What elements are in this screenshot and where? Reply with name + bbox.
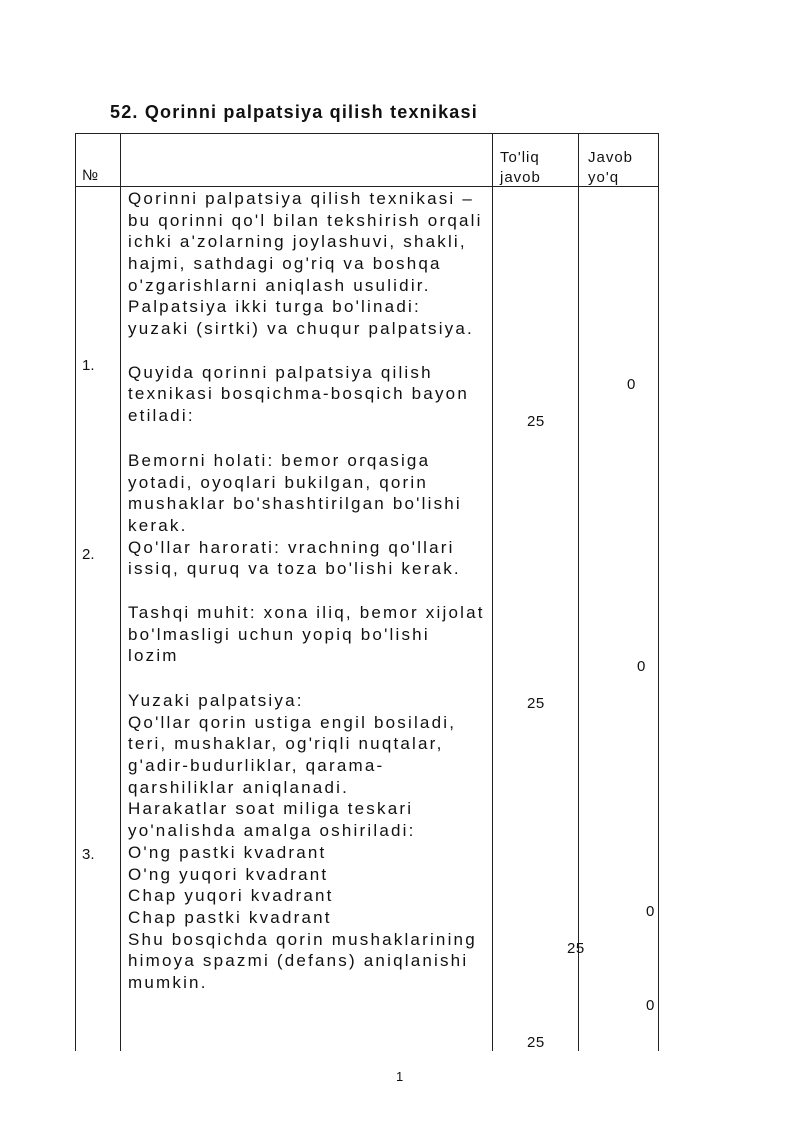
row3-line: yo'nalishda amalga oshiriladi: — [128, 821, 416, 841]
row1-line: etiladi: — [128, 405, 195, 425]
row3-line: Shu bosqichda qorin mushaklarining — [128, 929, 477, 949]
table-border-col3 — [578, 133, 579, 1051]
row2-line: kerak. — [128, 516, 188, 536]
table-border-top — [75, 133, 659, 134]
row3-line: himoya spazmi (defans) aniqlanishi — [128, 951, 469, 971]
header-no-answer-line2: yo'q — [588, 169, 620, 186]
row3-line: teri, mushaklar, og'riqli nuqtalar, — [128, 734, 444, 754]
header-no-answer-line1: Javob — [588, 149, 634, 166]
row1-line: ichki a'zolarning joylashuvi, shakli, — [128, 232, 467, 252]
row2-line: Bemorni holati: bemor orqasiga — [128, 451, 431, 470]
header-full-answer — [500, 148, 541, 188]
row1-line: Palpatsiya ikki turga bo'linadi: — [128, 297, 421, 317]
row2-full-score: 25 — [527, 695, 545, 712]
row-text-1 — [128, 188, 568, 427]
row3-line: Chap pastki kvadrant — [128, 907, 332, 927]
row3-line: Harakatlar soat miliga teskari — [128, 799, 414, 819]
extra-full-score: 25 — [527, 1034, 545, 1051]
row2-line: bo'lmasligi uchun yopiq bo'lishi — [128, 624, 430, 644]
header-number: № — [82, 167, 100, 184]
row2-line: Tashqi muhit: xona iliq, bemor xijolat — [128, 602, 485, 622]
table-border-col1 — [120, 133, 121, 1051]
row1-full-score: 25 — [527, 413, 545, 430]
page-title: 52. Qorinni palpatsiya qilish texnikasi — [110, 102, 478, 122]
table-border-right — [658, 133, 659, 1051]
row1-line: Qorinni palpatsiya qilish texnikasi – — [128, 189, 474, 208]
row1-line: bu qorinni qo'l bilan tekshirish orqali — [128, 210, 483, 230]
row1-line: yuzaki (sirtki) va chuqur palpatsiya. — [128, 319, 474, 339]
row-number-1: 1. — [82, 357, 95, 374]
row3-line: Chap yuqori kvadrant — [128, 886, 334, 906]
row3-line: O'ng pastki kvadrant — [128, 842, 327, 862]
header-full-answer-line1: To'liq — [500, 149, 540, 166]
row2-line: Qo'llar harorati: vrachning qo'llari — [128, 537, 455, 557]
table-header-divider — [75, 186, 659, 187]
row2-line: lozim — [128, 646, 179, 666]
row2-line: yotadi, oyoqlari bukilgan, qorin — [128, 472, 429, 492]
row3-none-score: 0 — [646, 903, 655, 920]
row3-full-score: 25 — [567, 940, 585, 957]
extra-none-score: 0 — [646, 997, 655, 1014]
row-text-3 — [128, 690, 568, 994]
row3-line: O'ng yuqori kvadrant — [128, 864, 329, 884]
header-no-answer — [588, 148, 633, 188]
row2-line: mushaklar bo'shashtirilgan bo'lishi — [128, 494, 462, 514]
row3-line: g'adir-budurliklar, qarama- — [128, 756, 385, 776]
row2-none-score: 0 — [637, 658, 646, 675]
row-number-2: 2. — [82, 546, 95, 563]
row3-line: mumkin. — [128, 972, 208, 992]
row3-line: Qo'llar qorin ustiga engil bosiladi, — [128, 712, 457, 732]
row-text-2 — [128, 450, 568, 667]
row1-line: o'zgarishlarni aniqlash usulidir. — [128, 275, 431, 295]
row1-none-score: 0 — [627, 376, 636, 393]
row1-line: hajmi, sathdagi og'riq va boshqa — [128, 254, 442, 274]
row3-line: qarshiliklar aniqlanadi. — [128, 777, 350, 797]
table-border-left — [75, 133, 76, 1051]
row1-line — [128, 340, 568, 362]
row3-line: Yuzaki palpatsiya: — [128, 691, 304, 710]
row1-line: Quyida qorinni palpatsiya qilish — [128, 362, 433, 382]
row2-line: issiq, quruq va toza bo'lishi kerak. — [128, 559, 461, 579]
row2-line — [128, 580, 568, 602]
page-number: 1 — [396, 1069, 404, 1084]
row1-line: texnikasi bosqichma-bosqich bayon — [128, 384, 469, 404]
row-number-3: 3. — [82, 846, 95, 863]
header-full-answer-line2: javob — [500, 169, 541, 186]
